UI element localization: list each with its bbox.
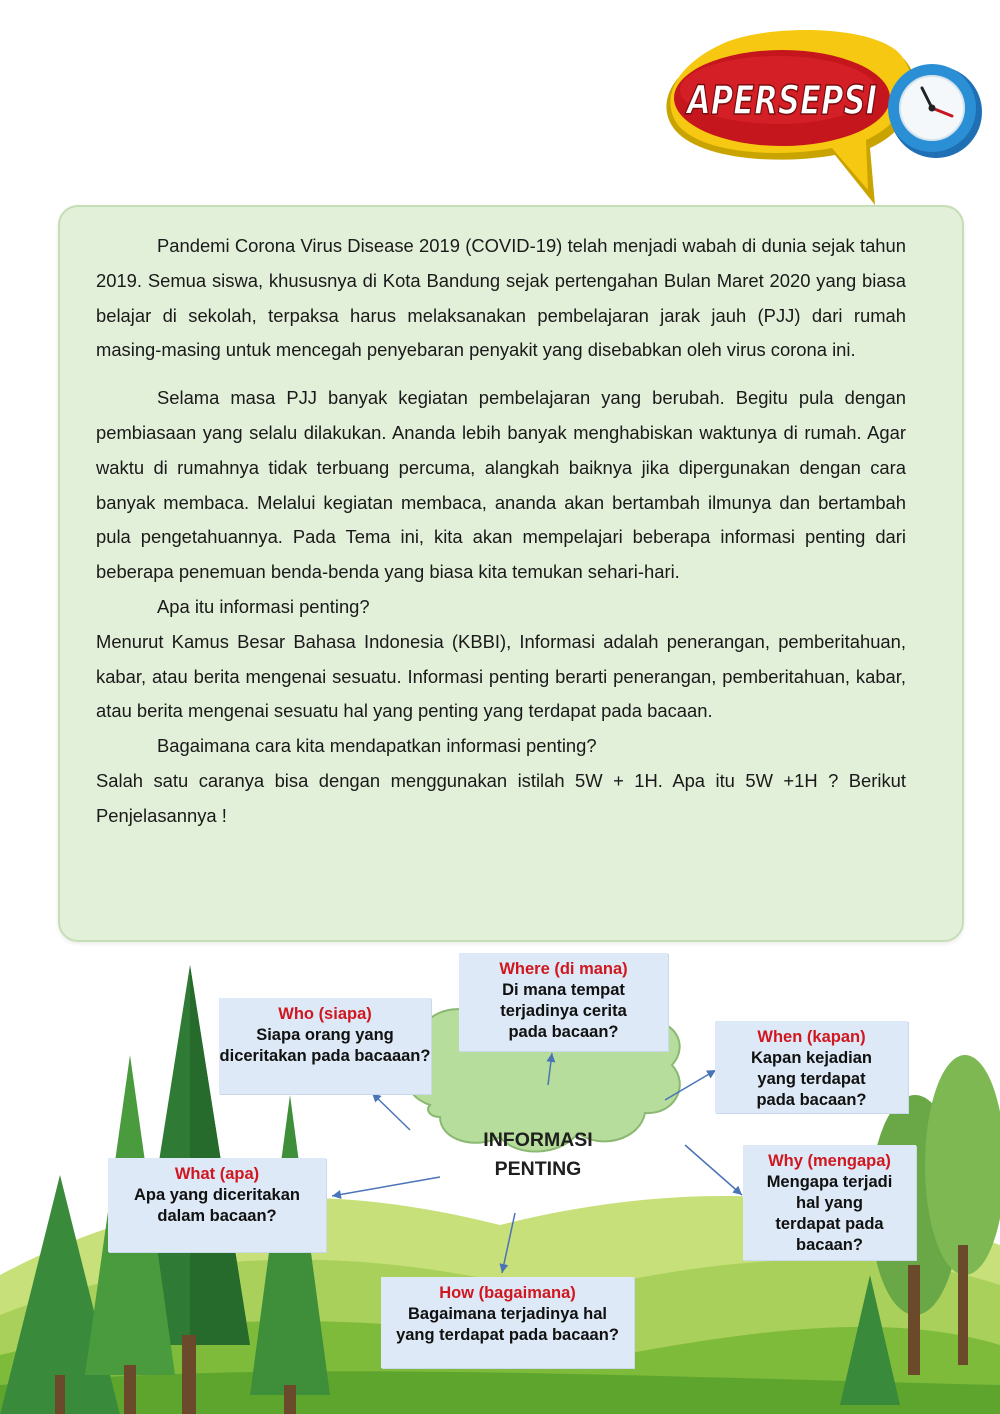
- center-label: INFORMASI PENTING: [483, 1129, 593, 1180]
- arrow-who: [372, 1093, 410, 1130]
- when-box: [715, 1021, 908, 1113]
- who-heading: Who (siapa): [278, 1005, 372, 1023]
- paragraph-4: Menurut Kamus Besar Bahasa Indonesia (KBBI), Informasi adalah penerangan, pemberitahuan, kabar, atau berita mengenai sesuatu. Informasi penting berarti penerangan, pemberitahuan, kabar, atau berita mengenai sesuatu hal yang penting yang terdapat pada bacaan.: [96, 630, 906, 722]
- paragraph-1: Pandemi Corona Virus Disease 2019 (COVID-19) telah menjadi wabah di dunia sejak tahun 2019. Semua siswa, khususnya di Kota Bandung sejak pertengahan Bulan Maret 2020 yang biasa belajar di sekolah, terpaksa harus melaksanakan pembelajaran jarak jauh (PJJ) dari rumah masing-masing untuk mencegah penyebaran penyakit yang disebabkan oleh virus corona ini.: [96, 235, 906, 361]
- where-box: [459, 953, 668, 1051]
- paragraph-3: Apa itu informasi penting?: [157, 595, 370, 617]
- paragraph-5: Bagaimana cara kita mendapatkan informasi penting?: [157, 735, 597, 757]
- why-body: Mengapa terjadi hal yang terdapat pada bacaan?: [766, 1173, 893, 1254]
- what-heading: What (apa): [174, 1165, 260, 1183]
- logo-text: APERSEPSI: [684, 78, 878, 124]
- why-box: [743, 1145, 916, 1260]
- who-body: Siapa orang yang diceritakan pada bacaaan?: [219, 1026, 431, 1065]
- how-box: [381, 1277, 634, 1368]
- where-heading: Where (di mana): [499, 960, 628, 978]
- how-heading: How (bagaimana): [439, 1284, 576, 1302]
- how-body: Bagaimana terjadinya hal yang terdapat pada bacaan?: [396, 1305, 619, 1344]
- reading-text: [96, 229, 906, 834]
- paragraph-2: Selama masa PJJ banyak kegiatan pembelajaran yang berubah. Begitu pula dengan pembiasaan yang selalu dilakukan. Ananda lebih banyak menghabiskan waktunya di rumah. Agar waktu di rumahnya tidak terbuang percuma, alangkah baiknya jika dipergunakan dengan cara banyak membaca. Melalui kegiatan membaca, ananda akan bertambah ilmunya dan bertambah pula pengetahuannya. Pada Tema ini, kita akan mempelajari beberapa informasi penting dari beberapa penemuan benda-benda yang biasa kita temukan sehari-hari.: [96, 387, 906, 583]
- when-heading: When (kapan): [757, 1028, 866, 1046]
- what-body: Apa yang diceritakan dalam bacaan?: [134, 1186, 300, 1225]
- apersepsi-logo: [660, 30, 990, 215]
- arrow-what: [332, 1177, 440, 1196]
- paragraph-6: Salah satu caranya bisa dengan menggunakan istilah 5W + 1H. Apa itu 5W +1H ? Berikut Penjelasannya !: [96, 769, 906, 826]
- where-body: Di mana tempat terjadinya cerita pada bacaan?: [500, 981, 627, 1041]
- what-box: [108, 1158, 326, 1252]
- clock-icon: [888, 64, 982, 158]
- why-heading: Why (mengapa): [768, 1152, 891, 1170]
- who-box: [219, 998, 431, 1094]
- arrow-why: [685, 1145, 742, 1195]
- when-body: Kapan kejadian yang terdapat pada bacaan?: [750, 1049, 873, 1109]
